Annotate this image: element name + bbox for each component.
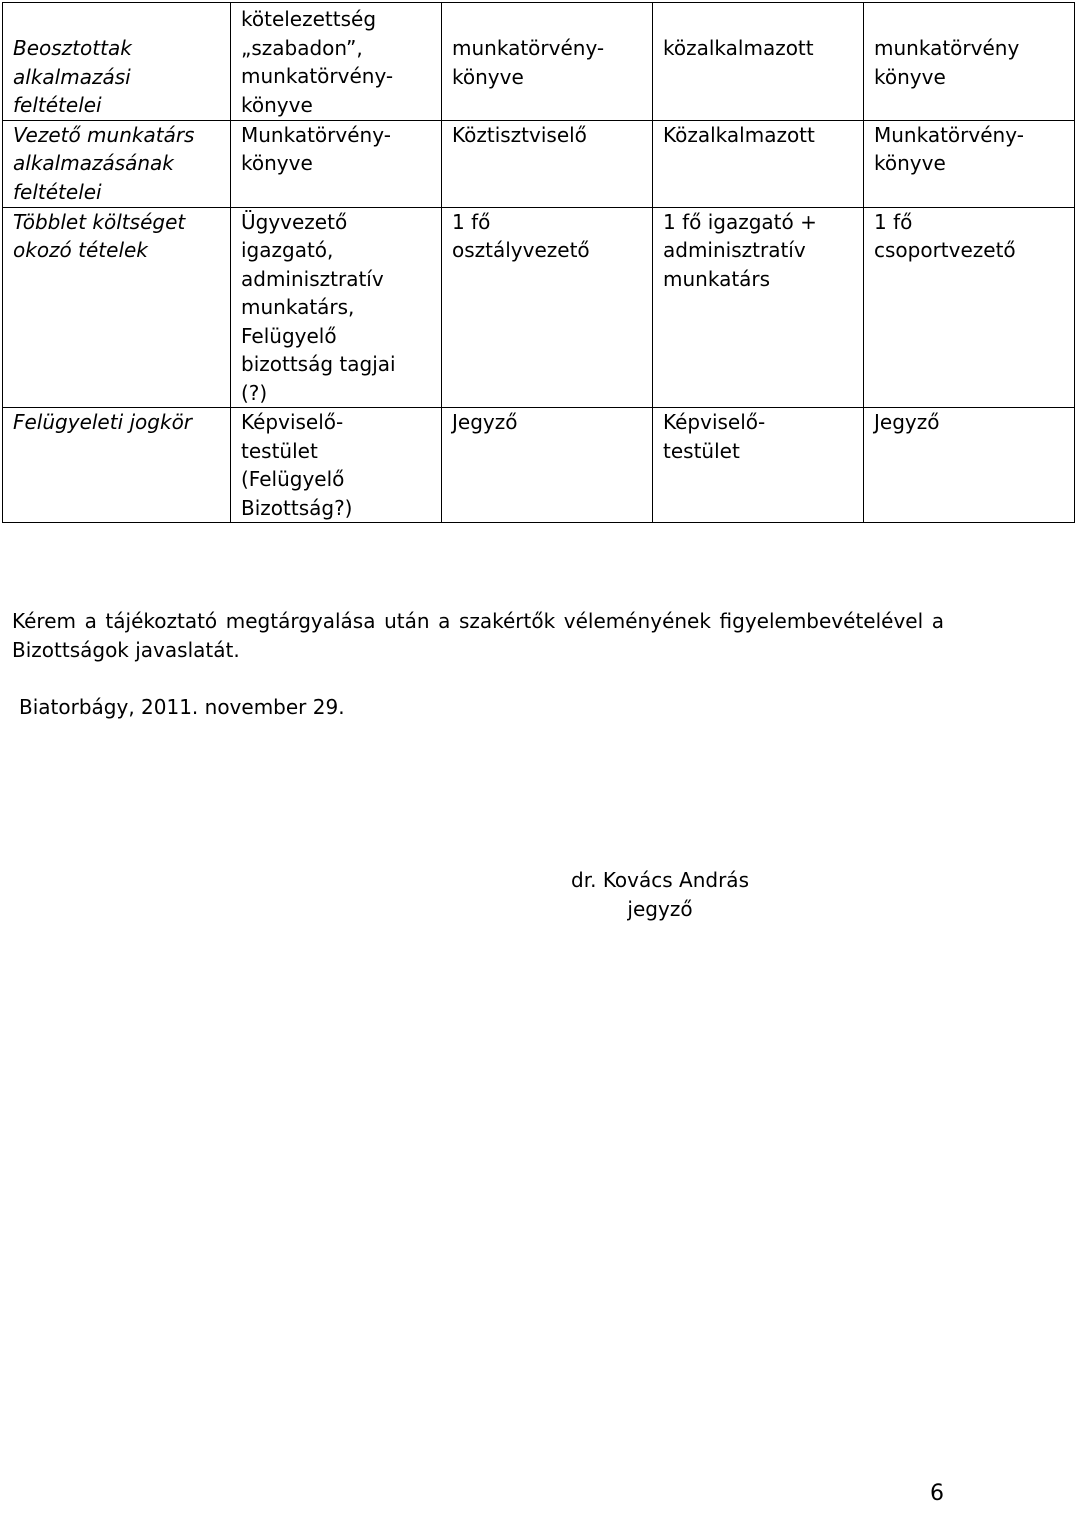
signatory-name: dr. Kovács András <box>571 868 749 892</box>
closing-paragraph: Kérem a tájékoztató megtárgyalása után a szakértők véleményének figyelembevételével a Bizottságok javaslatát. <box>12 609 944 662</box>
table-cell <box>231 408 442 523</box>
row-label: Felügyeleti jogkör <box>13 410 193 434</box>
table-cell <box>442 207 653 408</box>
table-cell <box>864 3 1075 121</box>
table-cell <box>653 3 864 121</box>
table-cell <box>653 120 864 207</box>
table-cell <box>653 408 864 523</box>
comparison-table <box>2 2 1075 523</box>
row-label-cell <box>3 408 231 523</box>
cell-text: 1 fő igazgató + adminisztratív munkatárs <box>663 209 817 291</box>
row-label-cell <box>3 120 231 207</box>
table-cell <box>231 3 442 121</box>
table-cell <box>231 207 442 408</box>
row-label: Vezető munkatárs alkalmazásának feltételei <box>13 122 195 204</box>
cell-text: Ügyvezető igazgató, adminisztratív munkatárs, Felügyelő bizottság tagjai (?) <box>241 209 396 405</box>
table-row <box>3 3 1075 121</box>
cell-text: Munkatörvény- könyve <box>874 122 1024 175</box>
cell-text: 1 fő osztályvezető <box>452 209 590 262</box>
row-label: Többlet költséget okozó tételek <box>13 209 186 262</box>
table-cell <box>864 408 1075 523</box>
row-label-cell <box>3 3 231 121</box>
row-label: Beosztottak alkalmazási feltételei <box>13 36 132 117</box>
table-row <box>3 207 1075 408</box>
cell-text: Munkatörvény- könyve <box>241 122 391 175</box>
table-cell <box>442 120 653 207</box>
table-cell <box>864 120 1075 207</box>
row-label-cell <box>3 207 231 408</box>
table-cell <box>442 408 653 523</box>
table-cell <box>442 3 653 121</box>
table-cell <box>653 207 864 408</box>
cell-text: Képviselő- testület <box>663 410 766 463</box>
table-row <box>3 120 1075 207</box>
place-date: Biatorbágy, 2011. november 29. <box>19 695 345 719</box>
cell-text: közalkalmazott <box>663 36 814 60</box>
cell-text: 1 fő csoportvezető <box>874 209 1016 262</box>
signature-block <box>520 866 800 924</box>
cell-text: Jegyző <box>874 410 940 434</box>
cell-text: Köztisztviselő <box>452 122 587 147</box>
cell-text: Jegyző <box>452 410 518 434</box>
table-cell <box>864 207 1075 408</box>
signatory-title: jegyző <box>627 897 693 921</box>
cell-text: Közalkalmazott <box>663 122 815 147</box>
cell-text: munkatörvény könyve <box>874 36 1020 89</box>
cell-text: Képviselő- testület (Felügyelő Bizottság?) <box>241 410 353 520</box>
cell-text: munkatörvény- könyve <box>452 36 605 89</box>
cell-text: kötelezettség „szabadon”, munkatörvény- könyve <box>241 7 394 117</box>
table-row <box>3 408 1075 523</box>
table-cell <box>231 120 442 207</box>
page-number: 6 <box>930 1481 944 1506</box>
